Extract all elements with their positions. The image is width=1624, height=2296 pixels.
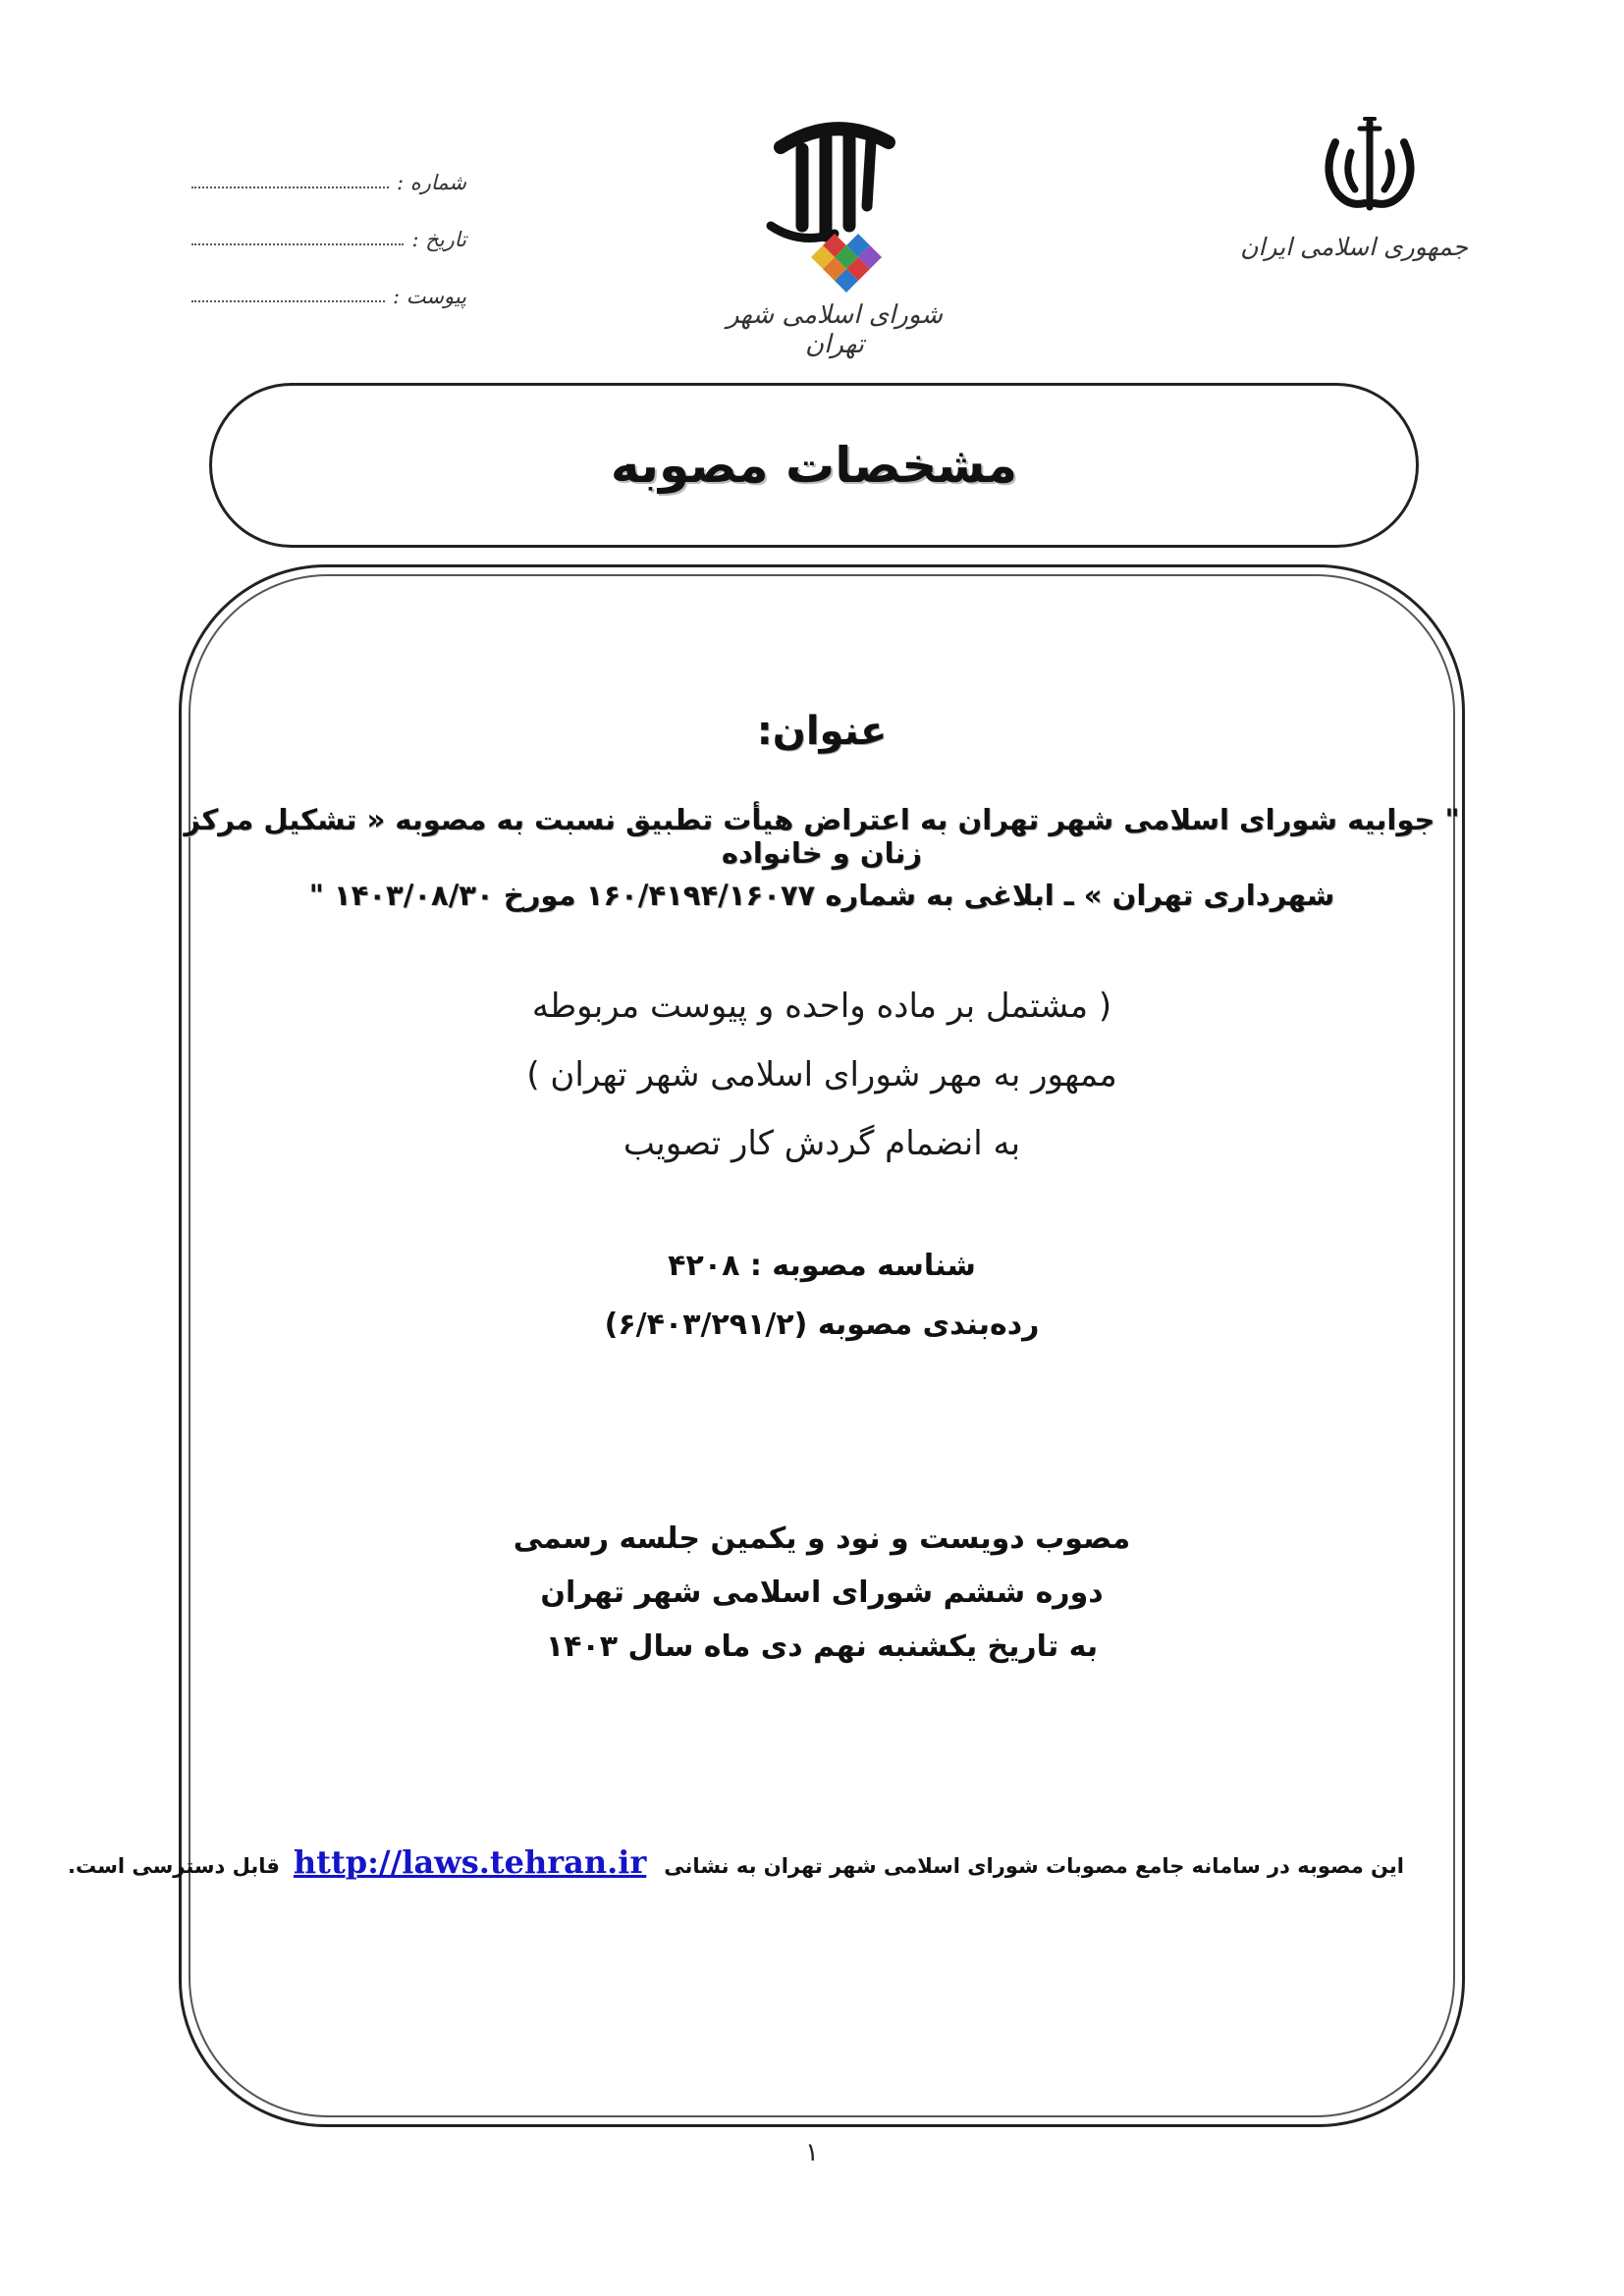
council-emblem-icon bbox=[761, 108, 908, 294]
meta-row-attachment bbox=[191, 251, 466, 308]
note-line-3: به انضمام گردش کار تصویب bbox=[623, 1124, 1021, 1163]
state-name: جمهوری اسلامی ایران bbox=[1240, 233, 1468, 261]
approval-line-1: مصوب دویست و نود و یکمین جلسه رسمی bbox=[513, 1522, 1131, 1556]
meta-dotted-line bbox=[191, 287, 385, 302]
iran-emblem-icon bbox=[1316, 113, 1424, 221]
approval-line-3: به تاریخ یکشنبه نهم دی ماه سال ۱۴۰۳ bbox=[545, 1629, 1099, 1664]
meta-row-date bbox=[191, 194, 466, 251]
note-line-1: ( مشتمل بر ماده واحده و پیوست مربوطه bbox=[531, 987, 1112, 1026]
tehran-city-council-logo bbox=[707, 108, 962, 359]
meta-label-date: تاریخ : bbox=[411, 228, 466, 251]
note-line-2: ممهور به مهر شورای اسلامی شهر تهران ) bbox=[526, 1055, 1117, 1095]
laws-portal-link[interactable]: http://laws.tehran.ir bbox=[293, 1843, 647, 1881]
resolution-classification: رده‌بندی مصوبه (۶/۴۰۳/۲۹۱/۲) bbox=[604, 1308, 1040, 1342]
resolution-id: شناسه مصوبه : ۴۲۰۸ bbox=[668, 1249, 976, 1283]
page-number: ۱ bbox=[805, 2138, 819, 2167]
subject-line-2: شهرداری تهران » ـ ابلاغی به شماره ۱۶۰/۴۱۹۴/۱۶۰۷۷ مورخ ۱۴۰۳/۰۸/۳۰ " bbox=[308, 879, 1335, 912]
meta-dotted-line bbox=[191, 173, 389, 188]
meta-label-number: شماره : bbox=[396, 171, 466, 194]
approval-line-2: دوره ششم شورای اسلامی شهر تهران bbox=[540, 1575, 1104, 1610]
letter-meta-fields bbox=[191, 137, 466, 308]
document-title: مشخصات مصوبه bbox=[610, 437, 1018, 494]
meta-row-number bbox=[191, 137, 466, 194]
council-name: شورای اسلامی شهر تهران bbox=[726, 300, 944, 359]
meta-label-attachment: پیوست : bbox=[393, 285, 466, 308]
subject-line-1: " جوابیه شورای اسلامی شهر تهران به اعتراض هیأت تطبیق نسبت به مصوبه « تشکیل مرکز زنان و خانواده bbox=[184, 803, 1460, 870]
meta-dotted-line bbox=[191, 230, 404, 245]
title-box bbox=[209, 383, 1419, 548]
iran-state-emblem bbox=[1240, 113, 1468, 261]
access-prefix: این مصوبه در سامانه جامع مصوبات شورای اسلامی شهر تهران به نشانی bbox=[664, 1854, 1404, 1878]
access-notice bbox=[67, 1843, 1404, 1881]
access-suffix: قابل دسترسی است. bbox=[67, 1854, 280, 1878]
subject-label: عنوان: bbox=[756, 709, 888, 754]
